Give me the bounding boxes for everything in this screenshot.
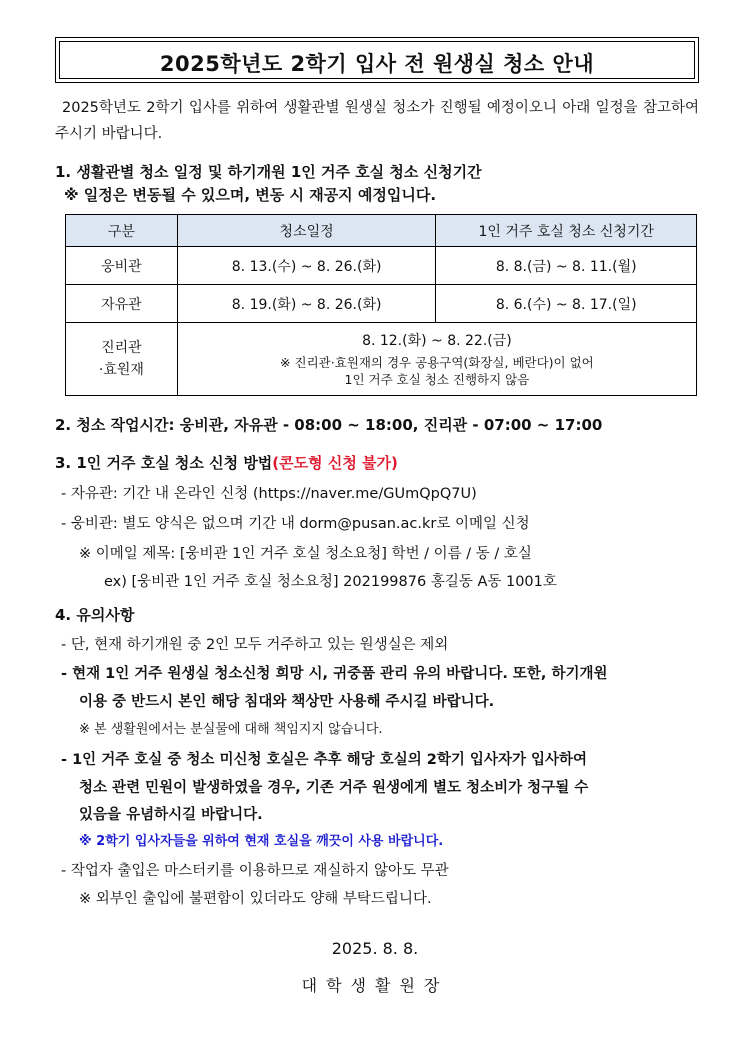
intro-paragraph: 2025학년도 2학기 입사를 위하여 생활관별 원생실 청소가 진행될 예정이오니 아래 일정을 참고하여 주시기 바랍니다. [55,100,699,142]
caution-item-3-line2: 청소 관련 민원이 발생하였을 경우, 기존 거주 원생에게 별도 청소비가 청구될 수 [79,780,589,796]
header-apply-period: 1인 거주 호실 청소 신청기간 [436,215,697,247]
caution-item-3-line1: - 1인 거주 호실 중 청소 미신청 호실은 추후 해당 호실의 2학기 입사자가 입사하여 [61,752,588,768]
title-box [55,37,699,83]
email-subject-note: ※ 이메일 제목: [웅비관 1인 거주 호실 청소요청] 학번 / 이름 / 동 / 호실 [79,546,532,562]
row-dorm-name: 웅비관 [66,247,178,285]
schedule-table [65,214,697,396]
caution-item-4: - 작업자 출입은 마스터키를 이용하므로 재실하지 않아도 무관 [61,863,449,879]
section4-heading: 4. 유의사항 [55,606,135,624]
table-header-row [66,215,697,247]
header-category: 구분 [66,215,178,247]
condo-warning: (콘도형 신청 불가) [272,454,398,472]
section3-heading-text: 3. 1인 거주 호실 청소 신청 방법 [55,454,273,472]
row-dorm-name: 자유관 [66,285,178,323]
table-row [66,323,697,396]
row-schedule: 8. 12.(화) ~ 8. 22.(금) [362,333,512,349]
caution-item-2-line1: - 현재 1인 거주 원생실 청소신청 희망 시, 귀중품 관리 유의 바랍니다. 또한, 하기개원 [61,666,608,682]
apply-item-jayu: - 자유관: 기간 내 온라인 신청 (https://naver.me/GUmQpQ7U) [61,486,477,502]
table-row [66,247,697,285]
caution-item-3-line3: 있음을 유념하시길 바랍니다. [79,807,263,823]
caution-item-2-note: ※ 본 생활원에서는 분실물에 대해 책임지지 않습니다. [79,722,383,737]
dorm-name-line1: 진리관 [101,340,142,356]
section1-note: ※ 일정은 변동될 수 있으며, 변동 시 재공지 예정입니다. [64,186,437,204]
caution-item-3-note: ※ 2학기 입사자들을 위하여 현재 호실을 깨끗이 사용 바랍니다. [79,834,444,849]
row-schedule: 8. 13.(수) ~ 8. 26.(화) [177,247,436,285]
signer-name: 대학생활원장 [301,976,449,995]
header-schedule: 청소일정 [177,215,436,247]
section2-heading: 2. 청소 작업시간: 웅비관, 자유관 - 08:00 ~ 18:00, 진리관 - 07:00 ~ 17:00 [55,416,603,434]
caution-item-1: - 단, 현재 하기개원 중 2인 모두 거주하고 있는 원생실은 제외 [61,637,449,653]
row-apply-period: 8. 8.(금) ~ 8. 11.(월) [436,247,697,285]
section1-heading: 1. 생활관별 청소 일정 및 하기개원 1인 거주 호실 청소 신청기간 [55,163,482,181]
row-dorm-name [66,323,178,396]
apply-item-ungbi: - 웅비관: 별도 양식은 없으며 기간 내 dorm@pusan.ac.kr로 이메일 신청 [61,516,530,532]
row-schedule-merged [177,323,696,396]
caution-item-4-note: ※ 외부인 출입에 불편함이 있더라도 양해 부탁드립니다. [79,891,432,907]
row-note-line2: 1인 거주 호실 청소 진행하지 않음 [344,372,530,387]
notice-date: 2025. 8. 8. [331,939,419,958]
caution-item-2-line2: 이용 중 반드시 본인 해당 침대와 책상만 사용해 주시길 바랍니다. [79,694,495,710]
dorm-name-line2: ·효원재 [98,362,144,378]
page-title: 2025학년도 2학기 입사 전 원생실 청소 안내 [159,52,595,76]
row-apply-period: 8. 6.(수) ~ 8. 17.(일) [436,285,697,323]
row-schedule: 8. 19.(화) ~ 8. 26.(화) [177,285,436,323]
section3-heading [55,452,398,473]
table-row [66,285,697,323]
email-subject-example: ex) [웅비관 1인 거주 호실 청소요청] 202199876 홍길동 A동 1001호 [104,574,557,590]
row-note-line1: ※ 진리관·효원재의 경우 공용구역(화장실, 베란다)이 없어 [280,355,594,370]
